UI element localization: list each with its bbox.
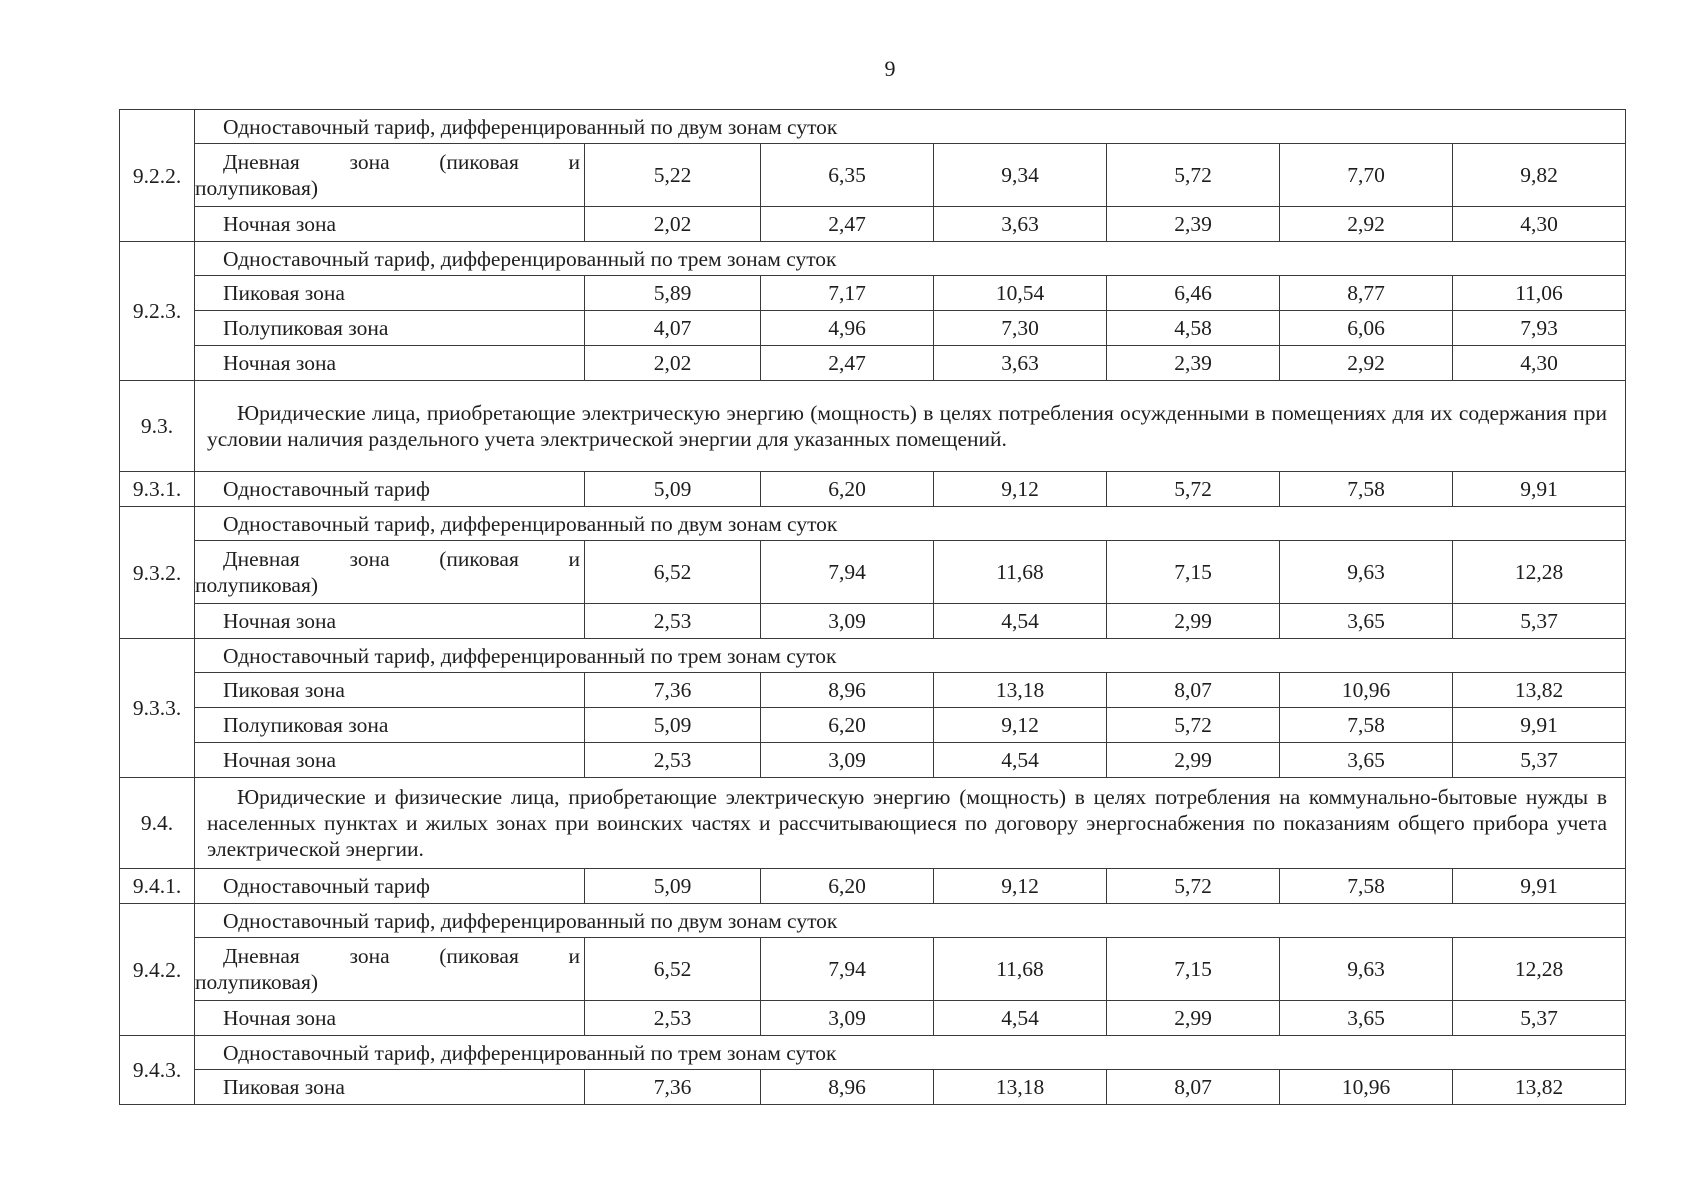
value-cell: 3,65 [1280,604,1453,639]
value-cell: 7,36 [585,1070,761,1105]
value-cell: 6,06 [1280,311,1453,346]
value-cell: 2,39 [1107,346,1280,381]
value-cell: 13,18 [934,1070,1107,1105]
table-row [120,778,1626,869]
table-row [120,144,1626,207]
table-row [120,381,1626,472]
value-cell: 2,53 [585,604,761,639]
value-cell: 2,99 [1107,604,1280,639]
row-label: Пиковая зона [195,673,585,708]
subheader-cell: Одноставочный тариф, дифференцированный по двум зонам суток [195,110,1626,144]
value-cell: 6,35 [761,144,934,207]
row-label: Ночная зона [195,346,585,381]
value-cell: 4,54 [934,1001,1107,1036]
row-label: Ночная зона [195,743,585,778]
value-cell: 3,65 [1280,743,1453,778]
value-cell: 7,58 [1280,869,1453,904]
value-cell: 2,53 [585,743,761,778]
value-cell: 6,20 [761,472,934,507]
value-cell: 9,34 [934,144,1107,207]
value-cell: 11,06 [1453,276,1626,311]
value-cell: 9,91 [1453,708,1626,743]
value-cell: 9,12 [934,869,1107,904]
row-label: Одноставочный тариф [195,869,585,904]
table-row [120,673,1626,708]
value-cell: 3,63 [934,207,1107,242]
value-cell: 6,52 [585,541,761,604]
table-row [120,1036,1626,1070]
value-cell: 8,07 [1107,1070,1280,1105]
value-cell: 4,58 [1107,311,1280,346]
table-row [120,1001,1626,1036]
value-cell: 4,54 [934,604,1107,639]
table-row [120,207,1626,242]
value-cell: 4,96 [761,311,934,346]
value-cell: 5,37 [1453,1001,1626,1036]
row-label-line2: полупиковая) [195,573,319,597]
value-cell: 3,09 [761,743,934,778]
row-label-line1: Дневная зона (пиковая и [223,944,580,968]
value-cell: 6,20 [761,869,934,904]
value-cell: 4,30 [1453,346,1626,381]
table-row [120,639,1626,673]
row-label: Ночная зона [195,604,585,639]
row-code: 9.4. [120,778,195,869]
row-label: Ночная зона [195,1001,585,1036]
value-cell: 2,53 [585,1001,761,1036]
table-row [120,507,1626,541]
subheader-cell: Одноставочный тариф, дифференцированный по трем зонам суток [195,1036,1626,1070]
value-cell: 5,22 [585,144,761,207]
value-cell: 6,20 [761,708,934,743]
value-cell: 11,68 [934,938,1107,1001]
row-label [195,144,585,207]
page-number: 9 [884,56,896,81]
group-description [195,381,1626,472]
table-row [120,708,1626,743]
value-cell: 3,65 [1280,1001,1453,1036]
value-cell: 7,70 [1280,144,1453,207]
value-cell: 12,28 [1453,938,1626,1001]
row-label [195,541,585,604]
value-cell: 5,37 [1453,604,1626,639]
value-cell: 12,28 [1453,541,1626,604]
group-description-text: Юридические и физические лица, приобретающие электрическую энергию (мощность) в целях потребления на коммунально-бытовые нужды в населенных пунктах и жилых зонах при воинских частях и рассчитывающиеся по договору энергоснабжения по показаниям общего прибора учета электрической энергии. [207,785,1608,861]
value-cell: 9,12 [934,708,1107,743]
value-cell: 5,37 [1453,743,1626,778]
tariff-table [119,109,1626,1105]
table-row [120,743,1626,778]
value-cell: 9,63 [1280,541,1453,604]
row-label: Полупиковая зона [195,311,585,346]
value-cell: 2,92 [1280,346,1453,381]
table-row [120,938,1626,1001]
value-cell: 5,89 [585,276,761,311]
row-label [195,938,585,1001]
value-cell: 9,12 [934,472,1107,507]
row-code: 9.2.3. [120,242,195,381]
value-cell: 13,82 [1453,673,1626,708]
value-cell: 10,96 [1280,673,1453,708]
row-label: Пиковая зона [195,1070,585,1105]
table-row [120,604,1626,639]
value-cell: 10,54 [934,276,1107,311]
table-row [120,242,1626,276]
row-code: 9.4.2. [120,904,195,1036]
value-cell: 7,30 [934,311,1107,346]
value-cell: 7,15 [1107,938,1280,1001]
value-cell: 6,52 [585,938,761,1001]
group-description-text: Юридические лица, приобретающие электрическую энергию (мощность) в целях потребления осужденными в помещениях для их содержания при условии наличия раздельного учета электрической энергии для указанных помещений. [207,401,1608,451]
value-cell: 13,18 [934,673,1107,708]
value-cell: 7,93 [1453,311,1626,346]
value-cell: 2,99 [1107,743,1280,778]
value-cell: 5,72 [1107,144,1280,207]
value-cell: 9,63 [1280,938,1453,1001]
value-cell: 2,99 [1107,1001,1280,1036]
value-cell: 11,68 [934,541,1107,604]
value-cell: 5,09 [585,869,761,904]
value-cell: 5,72 [1107,472,1280,507]
value-cell: 2,47 [761,346,934,381]
value-cell: 2,02 [585,207,761,242]
value-cell: 3,09 [761,604,934,639]
value-cell: 3,63 [934,346,1107,381]
group-description [195,778,1626,869]
subheader-cell: Одноставочный тариф, дифференцированный по двум зонам суток [195,904,1626,938]
value-cell: 5,09 [585,708,761,743]
table-row [120,110,1626,144]
value-cell: 7,15 [1107,541,1280,604]
value-cell: 7,94 [761,938,934,1001]
row-label: Одноставочный тариф [195,472,585,507]
subheader-cell: Одноставочный тариф, дифференцированный по трем зонам суток [195,639,1626,673]
value-cell: 3,09 [761,1001,934,1036]
row-code: 9.4.3. [120,1036,195,1105]
value-cell: 8,07 [1107,673,1280,708]
table-row [120,311,1626,346]
row-label: Полупиковая зона [195,708,585,743]
row-label: Пиковая зона [195,276,585,311]
subheader-cell: Одноставочный тариф, дифференцированный по трем зонам суток [195,242,1626,276]
value-cell: 8,96 [761,673,934,708]
value-cell: 5,72 [1107,708,1280,743]
value-cell: 8,77 [1280,276,1453,311]
row-label-line1: Дневная зона (пиковая и [223,547,580,571]
value-cell: 5,72 [1107,869,1280,904]
value-cell: 9,91 [1453,472,1626,507]
row-code: 9.3.2. [120,507,195,639]
value-cell: 10,96 [1280,1070,1453,1105]
table-row [120,541,1626,604]
value-cell: 4,54 [934,743,1107,778]
subheader-cell: Одноставочный тариф, дифференцированный по двум зонам суток [195,507,1626,541]
value-cell: 4,30 [1453,207,1626,242]
value-cell: 2,92 [1280,207,1453,242]
table-row [120,869,1626,904]
row-code: 9.3.1. [120,472,195,507]
value-cell: 13,82 [1453,1070,1626,1105]
row-code: 9.4.1. [120,869,195,904]
row-code: 9.3. [120,381,195,472]
value-cell: 2,39 [1107,207,1280,242]
table-row [120,904,1626,938]
row-label: Ночная зона [195,207,585,242]
value-cell: 8,96 [761,1070,934,1105]
value-cell: 5,09 [585,472,761,507]
value-cell: 2,02 [585,346,761,381]
row-label-line2: полупиковая) [195,176,319,200]
value-cell: 9,82 [1453,144,1626,207]
table-row [120,276,1626,311]
value-cell: 7,58 [1280,472,1453,507]
row-code: 9.2.2. [120,110,195,242]
row-label-line2: полупиковая) [195,970,319,994]
value-cell: 7,94 [761,541,934,604]
row-label-line1: Дневная зона (пиковая и [223,150,580,174]
value-cell: 6,46 [1107,276,1280,311]
value-cell: 7,58 [1280,708,1453,743]
value-cell: 7,36 [585,673,761,708]
table-row [120,346,1626,381]
value-cell: 4,07 [585,311,761,346]
value-cell: 7,17 [761,276,934,311]
value-cell: 2,47 [761,207,934,242]
row-code: 9.3.3. [120,639,195,778]
value-cell: 9,91 [1453,869,1626,904]
table-row [120,472,1626,507]
table-row [120,1070,1626,1105]
